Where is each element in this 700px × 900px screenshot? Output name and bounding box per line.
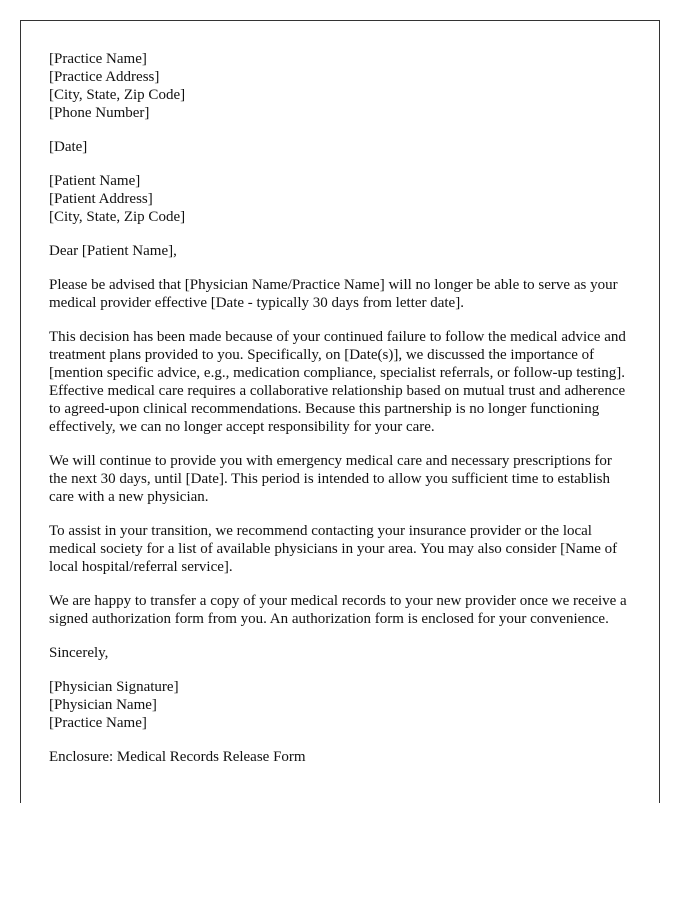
recipient-line: [City, State, Zip Code]	[49, 209, 186, 225]
body-paragraph: Please be advised that [Physician Name/Practice Name] will no longer be able to serve as your medical provider effective [Date - typically 30 days from letter date].	[49, 277, 618, 311]
sender-line: [City, State, Zip Code]	[49, 87, 186, 103]
body-paragraph: We will continue to provide you with emergency medical care and necessary prescriptions for the next 30 days, until [Date]. This period is intended to allow you sufficient time to establish care with a new physician.	[49, 453, 612, 505]
recipient-address	[49, 172, 631, 226]
salutation: Dear [Patient Name],	[49, 243, 177, 259]
sender-line: [Practice Address]	[49, 69, 160, 85]
sender-line: [Phone Number]	[49, 105, 150, 121]
sender-line: [Practice Name]	[49, 51, 147, 67]
recipient-line: [Patient Address]	[49, 191, 153, 207]
letter-date: [Date]	[49, 139, 88, 155]
body-paragraph: This decision has been made because of your continued failure to follow the medical advice and treatment plans provided to you. Specifically, on [Date(s)], we discussed the importance of [mention specific advice, e.g., medication compliance, specialist referrals, or follow-up testing]. Effective medical care requires a collaborative relationship based on mutual trust and adherence to agreed-upon clinical recommendations. Because this partnership is no longer functioning effectively, we can no longer accept responsibility for your care.	[49, 329, 626, 435]
letter-page	[20, 20, 660, 803]
body-paragraph: To assist in your transition, we recommend contacting your insurance provider or the local medical society for a list of available physicians in your area. You may also consider [Name of local hospital/referral service].	[49, 523, 618, 575]
signature-block	[49, 678, 631, 732]
signature-line: [Physician Name]	[49, 697, 157, 713]
recipient-line: [Patient Name]	[49, 173, 141, 189]
signature-line: [Practice Name]	[49, 715, 147, 731]
sender-address	[49, 50, 631, 122]
closing: Sincerely,	[49, 645, 109, 661]
signature-line: [Physician Signature]	[49, 679, 179, 695]
enclosure-note: Enclosure: Medical Records Release Form	[49, 749, 306, 765]
body-paragraph: We are happy to transfer a copy of your medical records to your new provider once we receive a signed authorization form from you. An authorization form is enclosed for your convenience.	[49, 593, 627, 627]
